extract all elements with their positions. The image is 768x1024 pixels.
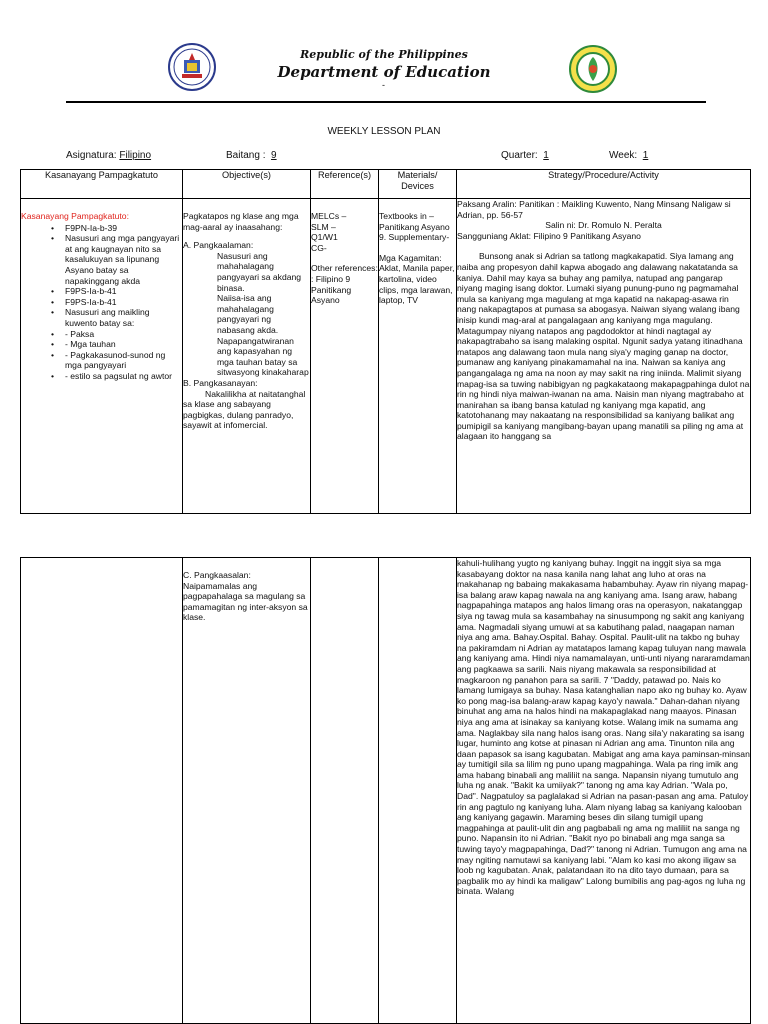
- competency-heading: Kasanayang Pampagkatuto:: [21, 211, 129, 221]
- subject-field: [66, 150, 151, 161]
- list-item: • F9PS-Ia-b-41: [65, 286, 182, 297]
- objectives-a-item: Napapangatwiranan ang kapasyahan ng mga tauhan batay sa sitwasyong kinakaharap: [217, 335, 309, 378]
- list-item: • - estilo sa pagsulat ng awtor: [65, 371, 182, 382]
- quarter-field: [501, 150, 549, 161]
- document-title: WEEKLY LESSON PLAN: [327, 126, 441, 137]
- strategy-cell: [457, 199, 751, 514]
- week-value: 1: [642, 150, 649, 161]
- department-heading: Department of Education: [277, 63, 491, 81]
- republic-heading: Republic of the Philippines: [300, 48, 468, 61]
- other-references-value: : Filipino 9 Panitikang Asyano: [311, 273, 352, 306]
- other-references-heading: Other references:: [311, 263, 378, 274]
- strategy-source: Sangguniang Aklat: Filipino 9 Panitikang Asyano: [457, 230, 641, 241]
- quarter-label: Quarter:: [501, 150, 538, 161]
- competency-list: [21, 223, 182, 382]
- week-label: Week:: [609, 150, 638, 161]
- column-header-objectives: Objective(s): [183, 170, 311, 199]
- lesson-table-page2: [20, 557, 751, 1024]
- list-item: • F9PN-Ia-b-39: [65, 223, 182, 234]
- objectives-c-heading: C. Pangkaasalan:: [183, 570, 251, 580]
- column-header-references: Reference(s): [311, 170, 379, 199]
- objectives-b-heading: B. Pangkasanayan:: [183, 377, 258, 388]
- competency-cell-continued: [21, 558, 183, 1024]
- objectives-c-text: Naipamamalas ang pagpapahalaga sa magulang sa pamamagitan ng inter-aksyon sa klase.: [183, 580, 308, 623]
- reference-line: Q1/W1: [311, 232, 338, 243]
- reference-line: SLM –: [311, 221, 336, 232]
- reference-line: MELCs –: [311, 211, 347, 221]
- subject-label: Asignatura:: [66, 150, 117, 161]
- list-item: • Nasusuri ang maikling kuwento batay sa:: [65, 307, 182, 328]
- table-row: [21, 558, 751, 1024]
- grade-label: Baitang :: [226, 150, 266, 161]
- objectives-cell: [183, 199, 311, 514]
- materials-cell: [379, 199, 457, 514]
- reference-line: CG-: [311, 242, 327, 253]
- list-item: • - Paksa: [65, 329, 182, 340]
- materials-cell-continued: [379, 558, 457, 1024]
- lesson-table-page1: [20, 169, 751, 514]
- column-header-materials: Materials/ Devices: [379, 170, 457, 199]
- header-divider: [66, 101, 706, 103]
- objectives-b-text: Nakalilikha at naitatanghal sa klase ang sabayang pagbigkas, dulang panradyo, sayawit at infomercial.: [183, 388, 306, 431]
- week-field: [609, 150, 648, 161]
- strategy-cell-continued: [457, 558, 751, 1024]
- school-seal-icon: [569, 45, 617, 93]
- objectives-intro: Pagkatapos ng klase ang mga mag-aaral ay inaasahang:: [183, 211, 299, 232]
- header-dash: -: [382, 80, 385, 90]
- list-item: • - Mga tauhan: [65, 339, 182, 350]
- story-text-part2: kahuli-hulihang yugto ng kaniyang buhay. Inggit na inggit siya sa mga kasabayang doktor na nasa kanila nang lahat ang luho at oras na makahanap ng babaing makakasama habambuhay. Ayaw rin niyang mapag-isa balang araw kapag nawala na ang kaniyang ama. Isang araw, habang nagpapahinga matapos ang halos limang oras na operasyon, nakatanggap siya ng tawag mula sa kasambahay na sinusumpong ng sakit ang kaniyang ama. Nagmadali siyang umuwi at sa kabutihang palad, naagapan naman niya ang ama. Bahay.Ospital. Bahay. Ospital. Paulit-ulit na takbo ng buhay na pakiramdam ni Adrian ay matatapos lamang kapag tuluyan nang mawala ang kaniyang ama. Hindi niya namamalayan, unti-unti niyang nararamdaman ang pagkaawa sa sarili. Nais niyang makawala sa responsibilidad at magkaroon ng panahon para sa sarili. 7 "Daddy, patawad po. Nais ko lamang lumigaya sa buhay. Nasa katanghalian napo ako ng buhay ko. Ayaw ko pong mag-isa balang-araw kapag kayo'y nawala." Dahan-dahan niyang binuhat ang ama na halos hindi na makapaglakad nang maayos. Pinasan niya ang ama at isinakay sa kaniyang kotse. Walang imik na sumama ang ama. Naglakbay sila nang halos isang oras. Nang sila'y nakarating sa isang lugar, huminto ang kotse at pinasan ni Adrian ang ama. Tinunton nila ang daan papasok sa isang kagubatan. Mabigat ang ama kaya paminsan-minsan ay tumitigil sila sa lilim ng puno upang magpahinga. Wala pa ring imik ang ama habang binabali ang maliliit na sanga. Napansin niyang tumutulo ang luha ng anak. "Bakit ka umiiyak?" tanong ng ama kay Adrian. "Wala po, Dad". Nagpatuloy sa paglalakad si Adrian na pasan-pasan ang ama. Patuloy rin ang pagtulo ng kaniyang luha. Alam niyang labag sa kaniyang kalooban ang kaniyang gagawin. Maraming beses din silang tumigil upang magpahinga at paulit-ulit din ang pagbabali ng ama ng maliliit na sanga ng puno. Napansin ito ni Adrian. "Bakit nyo po binabali ang mga sanga sa tuwing tayo'y magpapahinga, Dad?" tanong ni Adrian. Tumugon ang ama na may ngiting namutawi sa kaniyang labi. "Alam ko kasi mo akong iligaw sa loob ng kagubatan. Anak, palatandaan ito na dito tayo dumaan, para sa pagbalik mo ay hindi ka maligaw" Lalong bumibilis ang pag-agos ng luha ng binata. Walang: [457, 558, 750, 897]
- grade-value: 9: [271, 150, 277, 161]
- story-text-part1: Bunsong anak si Adrian sa tatlong magkakapatid. Siya lamang ang naiba ang propesyon dahil kapwa abogado ang dalawang nakatatanda sa kaniya. Dahil may kaya sa buhay ang pamilya, natupad ang pangarap niyang maging isang doktor. Lumaki siyang punung-puno ng pagmamahal mula sa kaniyang mga magulang at mga kapatid na nakapag-asawa rin nang nakapagtapos at pumasa sa abogasya. Naiwan siyang walang ibang inisip kundi mag-aral at pangalagaan ang kaniyang mga magulang. Matagumpay niyang natapos ang pagdodoktor at hindi nagtagal ay nakapagtrabaho sa isang malaking ospital. Ngunit sadya yatang itinadhana matapos ang dalawang taon mula nang siya'y maging ganap na doctor, pumanaw ang kaniyang pinakamamahal na ina. Naiwan sa kaniya ang pangangalaga ng ama na noon ay may sakit na ring iniinda. Malimit siyang mapag-isa sa tuwing nabibigyan ng pagkakataong makapagpahinga dulot na rin ng hindi niya maiwan-iwanan na ama. Naisin man niyang magtrabaho at manirahan sa ibang bansa katulad ng kaniyang mga kapatid, ang katotohanang may nakaatang na responsibilidad sa kaniyang balikat ang pumipigil sa kaniyang mangibang-bayan upang manatili sa piling ng ama at alagaan ito hanggang sa: [457, 251, 750, 442]
- references-cell-continued: [311, 558, 379, 1024]
- column-header-competency: Kasanayang Pampagkatuto: [21, 170, 183, 199]
- column-header-strategy: Strategy/Procedure/Activity: [457, 170, 751, 199]
- materials-textbooks: Textbooks in – Panitikang Asyano 9. Supplementary-: [379, 211, 450, 243]
- list-item: • Nasusuri ang mga pangyayari at ang kaugnayan nito sa kasalukuyan sa lipunang Asyano batay sa napakinggang akda: [65, 233, 182, 286]
- grade-field: [226, 150, 277, 161]
- objectives-a-item: Nasusuri ang mahahalagang pangyayari sa akdang binasa.: [217, 250, 302, 293]
- quarter-value: 1: [543, 150, 549, 161]
- objectives-cell-continued: [183, 558, 311, 1024]
- table-row: [21, 199, 751, 514]
- objectives-a-heading: A. Pangkaalaman:: [183, 240, 254, 251]
- references-cell: [311, 199, 379, 514]
- list-item: • - Pagkakasunod-sunod ng mga pangyayari: [65, 350, 182, 371]
- competency-cell: [21, 199, 183, 514]
- objectives-a-item: Naiisa-isa ang mahahalagang pangyayari ng nabasang akda.: [217, 293, 279, 335]
- strategy-author: Salin ni: Dr. Romulo N. Peralta: [545, 220, 662, 231]
- list-item: • F9PS-Ia-b-41: [65, 297, 182, 308]
- materials-equipment: Mga Kagamitan: Aklat, Manila paper, kartolina, video clips, mga larawan, laptop, TV: [379, 252, 455, 306]
- strategy-topic: Paksang Aralin: Panitikan : Maikling Kuwento, Nang Minsang Naligaw si Adrian, pp. 56-57: [457, 199, 731, 220]
- subject-value: Filipino: [119, 150, 152, 161]
- table-header-row: [21, 170, 751, 199]
